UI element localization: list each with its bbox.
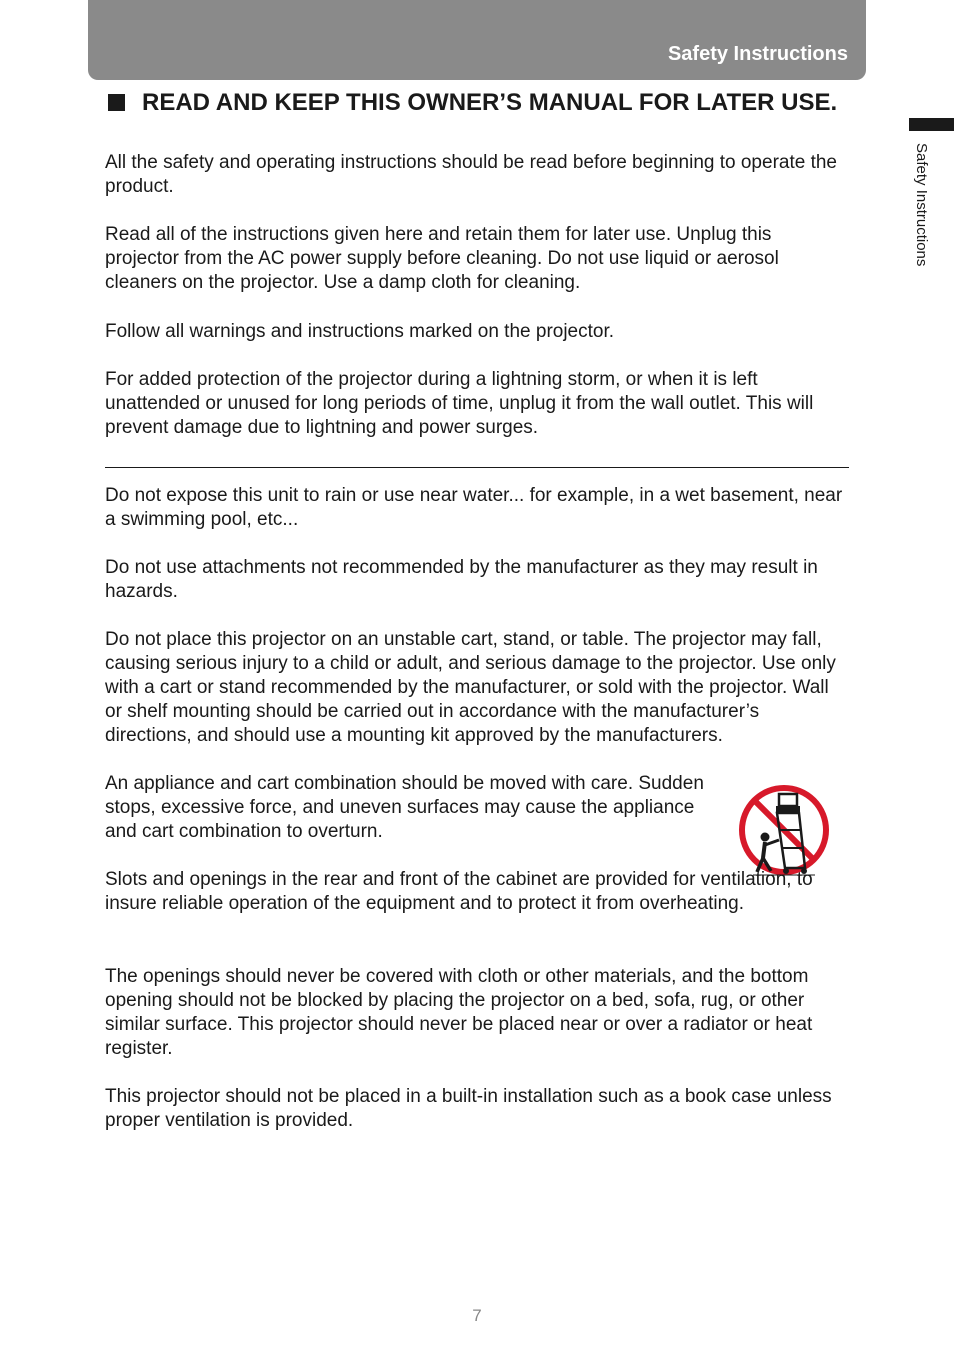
section-heading	[105, 89, 845, 117]
square-bullet-icon	[108, 94, 125, 111]
paragraph-read-before-operate: All the safety and operating instructions should be read before beginning to operate the product.	[105, 152, 838, 197]
section-divider	[105, 467, 849, 468]
section-heading-text: READ AND KEEP THIS OWNER’S MANUAL FOR LATER USE.	[142, 89, 838, 116]
side-tab-label: Safety Instructions	[913, 143, 930, 267]
paragraph-unstable-cart: Do not place this projector on an unstable cart, stand, or table. The projector may fall, causing serious injury to a child or adult, and serious damage to the projector. Use only with a cart or stand recommended by the manufacturer, or sold with the projector. Wall or shelf mounting should be carried out in accordance with the manufacturer’s directions, and should use a mounting kit approved by the manufacturers.	[105, 629, 836, 746]
paragraph-water-exposure: Do not expose this unit to rain or use near water... for example, in a wet basement, near a swimming pool, etc...	[105, 485, 843, 530]
header-title: Safety Instructions	[667, 43, 848, 65]
paragraph-attachments: Do not use attachments not recommended by the manufacturer as they may result in hazards.	[105, 557, 818, 602]
paragraph-follow-warnings: Follow all warnings and instructions marked on the projector.	[105, 321, 615, 342]
paragraph-cart-combination: An appliance and cart combination should be moved with care. Sudden stops, excessive force, and uneven surfaces may cause the appliance and cart combination to overturn.	[105, 773, 704, 842]
paragraph-openings-covered: The openings should never be covered with cloth or other materials, and the bottom opening should not be blocked by placing the projector on a bed, sofa, rug, or other similar surface. This projector should never be placed near or over a radiator or heat register.	[105, 966, 813, 1059]
cart-tip-over-warning-icon	[735, 782, 835, 882]
side-tab-marker	[909, 118, 954, 131]
paragraph-retain-instructions: Read all of the instructions given here and retain them for later use. Unplug this projector from the AC power supply before cleaning. Do not use liquid or aerosol cleaners on the projector. Use a damp cloth for cleaning.	[105, 224, 779, 293]
paragraph-lightning-protection: For added protection of the projector during a lightning storm, or when it is left unattended or unused for long periods of time, unplug it from the wall outlet. This will prevent damage due to lightning and power surges.	[105, 369, 814, 438]
page-number: 7	[472, 1306, 482, 1325]
header-bar	[88, 0, 866, 80]
paragraph-ventilation-slots: Slots and openings in the rear and front of the cabinet are provided for ventilation, to insure reliable operation of the equipment and to protect it from overheating.	[105, 869, 813, 914]
paragraph-built-in-installation: This projector should not be placed in a built-in installation such as a book case unless proper ventilation is provided.	[105, 1086, 832, 1131]
